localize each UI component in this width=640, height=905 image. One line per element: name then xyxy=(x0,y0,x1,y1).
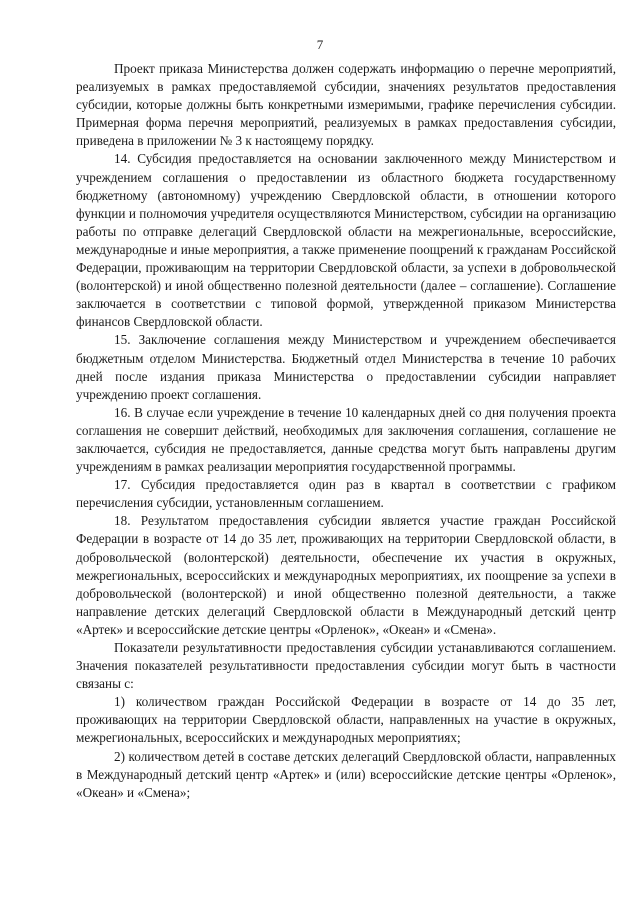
list-item-1-participants: 1) количеством граждан Российской Федерации в возрасте от 14 до 35 лет, проживающих на территории Свердловской области, направленных на участие в окружных, межрегиональных, всероссийских и международных мероприятиях; xyxy=(76,694,616,746)
paragraph-project-order: Проект приказа Министерства должен содержать информацию о перечне мероприятий, реализуемых в рамках предоставляемой субсидии, значениях результатов предоставления субсидии, которые должны быть конкретными измеримыми, графике перечисления субсидии. Примерная форма перечня мероприятий, реализуемых в рамках предоставления субсидии, приведена в приложении № 3 к настоящему порядку. xyxy=(76,61,616,149)
paragraph-16-non-conclusion: 16. В случае если учреждение в течение 10 календарных дней со дня получения проекта соглашения не совершит действий, необходимых для заключения соглашения, соглашение не заключается, субсидия не предоставляется, данные средства могут быть направлены другим учреждениям в рамках реализации мероприятия государственной программы. xyxy=(76,404,616,475)
list-item-2-children-delegations: 2) количеством детей в составе детских делегаций Свердловской области, направленных в Международный детский центр «Артек» и (или) всероссийские детские центры «Орленок», «Океан» и «Смена»; xyxy=(76,748,616,800)
paragraph-17-quarterly-payment: 17. Субсидия предоставляется один раз в квартал в соответствии с графиком перечисления субсидии, установленным соглашением. xyxy=(76,477,616,511)
page-number: 7 xyxy=(316,37,324,52)
paragraph-14-subsidy-basis: 14. Субсидия предоставляется на основании заключенного между Министерством и учреждением соглашения о предоставлении из областного бюджета государственному бюджетному (автономному) учреждению Свердловской области, в отношении которого функции и полномочия учредителя осуществляются Министерством, субсидии на организацию работы по отправке делегаций Свердловской области на межрегиональные, всероссийские, международные и иные мероприятия, а также применение поощрений к гражданам Российской Федерации, проживающим на территории Свердловской области, за успехи в добровольческой (волонтерской) и иной общественно полезной деятельности (далее – соглашение). Соглашение заключается в соответствии с типовой формой, утвержденной приказом Министерства финансов Свердловской области. xyxy=(76,151,616,330)
paragraph-15-agreement-conclusion: 15. Заключение соглашения между Министерством и учреждением обеспечивается бюджетным отделом Министерства. Бюджетный отдел Министерства в течение 10 рабочих дней после издания приказа Министерства о предоставлении субсидии направляет учреждению проект соглашения. xyxy=(76,332,616,402)
paragraph-18-result: 18. Результатом предоставления субсидии является участие граждан Российской Федерации в возрасте от 14 до 35 лет, проживающих на территории Свердловской области, в добровольческой (волонтерской) деятельности, обеспечение их участия в окружных, межрегиональных, всероссийских и международных мероприятиях, их поощрение за успехи в добровольческой (волонтерской) и иной общественно полезной деятельности, а также направление детских делегаций Свердловской области в Международный детский центр «Артек» и всероссийские детские центры «Орленок», «Океан» и «Смена». xyxy=(76,513,616,637)
document-body xyxy=(76,60,616,802)
paragraph-performance-indicators: Показатели результативности предоставления субсидии устанавливаются соглашением. Значения показателей результативности предоставления субсидии могут быть в частности связаны с: xyxy=(76,640,616,692)
